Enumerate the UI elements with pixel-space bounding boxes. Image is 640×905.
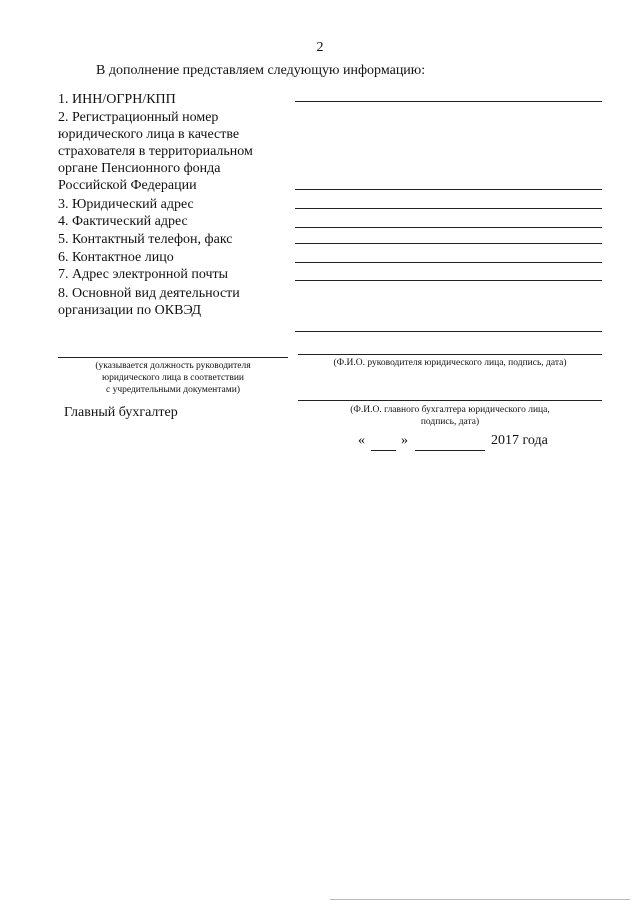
field-line: 6. Контактное лицо — [58, 250, 174, 265]
field-label-actual-address — [58, 213, 188, 230]
field-line: 8. Основной вид деятельности — [58, 286, 240, 301]
field-line: страхователя в территориальном — [58, 144, 253, 159]
field-line: 3. Юридический адрес — [58, 197, 194, 212]
caption-line: (Ф.И.О. главного бухгалтера юридического лица, — [350, 405, 550, 415]
field-line: 5. Контактный телефон, факс — [58, 232, 233, 247]
field-underline-contact-person[interactable] — [295, 262, 602, 263]
head-caption: (Ф.И.О. руководителя юридического лица, подпись, дата) — [333, 358, 567, 368]
field-label-contact-person — [58, 249, 174, 266]
date-day-blank[interactable] — [371, 450, 396, 451]
field-label-phone-fax — [58, 231, 232, 248]
date-month-blank[interactable] — [415, 450, 485, 451]
field-label-legal-address — [58, 196, 194, 213]
field-line: 7. Адрес электронной почты — [58, 267, 229, 282]
field-underline-legal-address[interactable] — [295, 208, 602, 209]
field-label-pfr-number — [58, 109, 253, 194]
accountant-label: Главный бухгалтер — [64, 405, 178, 420]
accountant-signature-line[interactable] — [298, 400, 602, 401]
field-line: 4. Фактический адрес — [58, 214, 188, 229]
field-line: органе Пенсионного фонда — [58, 161, 221, 176]
scan-edge-line — [330, 899, 630, 900]
field-line: юридического лица в качестве — [58, 127, 240, 142]
caption-line: (указывается должность руководителя — [95, 361, 251, 371]
field-label-email — [58, 266, 228, 283]
field-line: организации по ОКВЭД — [58, 303, 202, 318]
field-line: 2. Регистрационный номер — [58, 110, 219, 125]
caption-line: с учредительными документами) — [105, 385, 240, 395]
position-signature-line[interactable] — [58, 357, 288, 358]
caption-line: юридического лица в соответствии — [101, 373, 244, 383]
field-label-okved — [58, 285, 240, 319]
intro-text: В дополнение представляем следующую информацию: — [96, 63, 426, 78]
field-underline-inn[interactable] — [295, 101, 602, 102]
field-underline-actual-address[interactable] — [295, 227, 602, 228]
field-line: 1. ИНН/ОГРН/КПП — [58, 92, 176, 107]
field-label-inn — [58, 91, 176, 108]
date-year-text: 2017 года — [491, 433, 548, 448]
field-line: Российской Федерации — [58, 178, 197, 193]
date-close-quote: » — [401, 433, 408, 448]
caption-line: подпись, дата) — [420, 417, 480, 427]
page-number: 2 — [316, 40, 324, 55]
date-open-quote: « — [358, 433, 365, 448]
field-underline-email[interactable] — [295, 280, 602, 281]
field-underline-okved[interactable] — [295, 331, 602, 332]
position-caption — [58, 360, 288, 396]
field-underline-phone-fax[interactable] — [295, 243, 602, 244]
accountant-caption — [320, 404, 580, 428]
field-underline-pfr-number[interactable] — [295, 189, 602, 190]
head-signature-line[interactable] — [298, 354, 602, 355]
